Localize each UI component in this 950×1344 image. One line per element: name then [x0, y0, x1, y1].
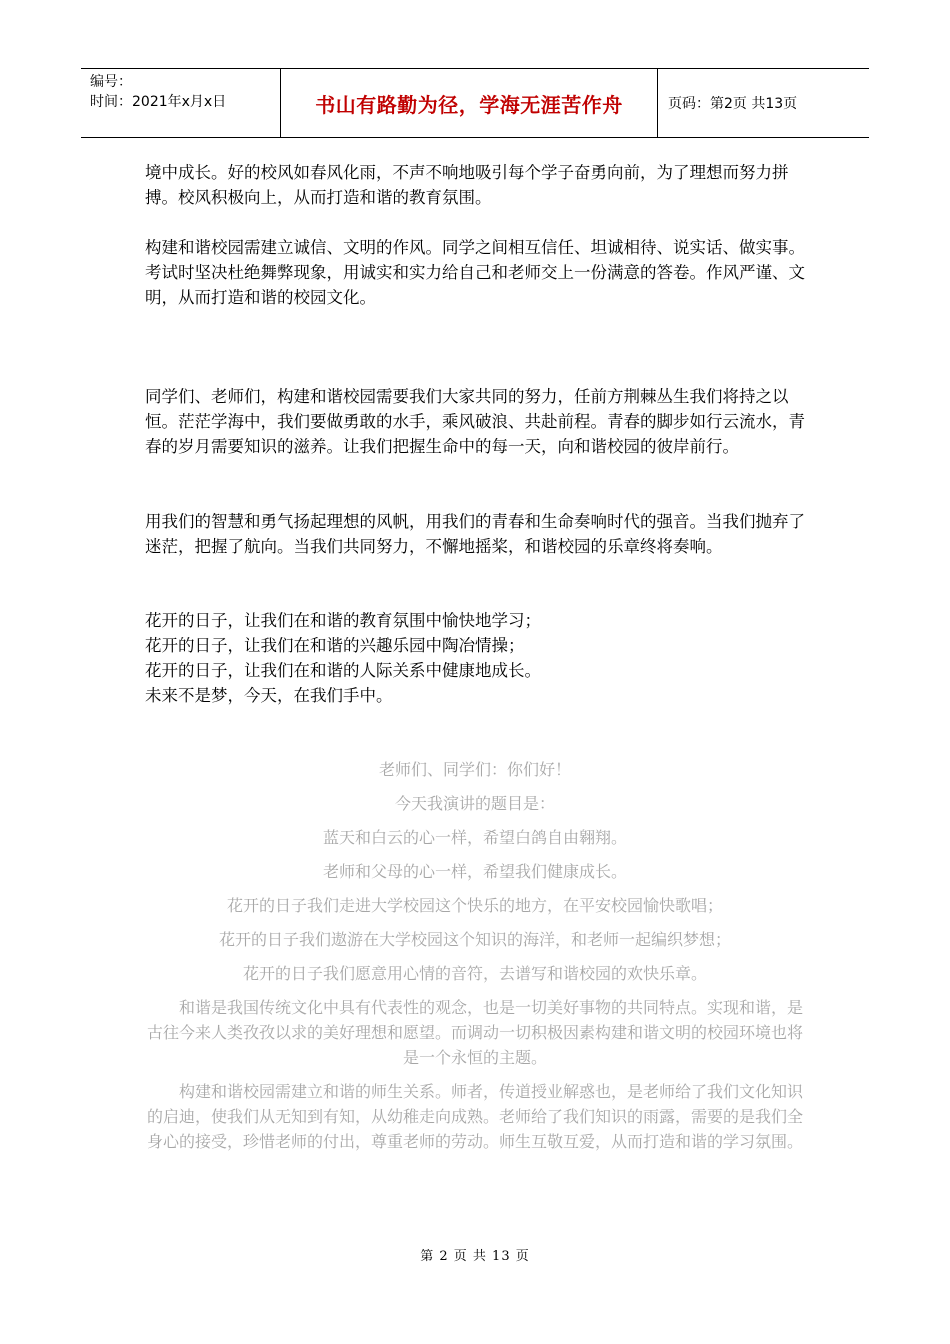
- time-label: 时间：2021年x月x日: [90, 94, 227, 110]
- greeting: 老师们、同学们：你们好！: [378, 760, 571, 779]
- closing-lines: [145, 608, 805, 708]
- paragraph: 构建和谐校园需建立诚信、文明的作风。同学之间相互信任、坦诚相待、说实话、做实事。考试时坚决杜绝舞弊现象，用诚实和实力给自己和老师交上一份满意的答卷。作风严谨、文明，从而打造和谐的校园文化。: [145, 238, 805, 307]
- page-footer: 第 2 页 共 13 页: [420, 1249, 530, 1264]
- gray-speech-section: [145, 757, 805, 1154]
- paragraph-2-block: [145, 235, 805, 310]
- page-header: [81, 68, 869, 138]
- gray-line: 蓝天和白云的心一样，希望白鸽自由翱翔。: [322, 828, 627, 847]
- gray-paragraph: 构建和谐校园需建立和谐的师生关系。师者，传道授业解惑也，是老师给了我们文化知识的启迪，使我们从无知到有知，从幼稚走向成熟。老师给了我们知识的雨露，需要的是我们全身心的接受，珍惜老师的付出，尊重老师的劳动。师生互敬互爱，从而打造和谐的学习氛围。: [146, 1082, 803, 1151]
- paragraph-1-block: [145, 160, 805, 210]
- gray-line: 老师和父母的心一样，希望我们健康成长。: [322, 862, 627, 881]
- header-page-label: 页码：第2页 共13页: [668, 96, 798, 112]
- closing-line: 花开的日子，让我们在和谐的人际关系中健康地成长。: [145, 661, 541, 680]
- paragraph-4-block: [145, 509, 805, 559]
- header-meta: [81, 69, 281, 137]
- closing-line: 花开的日子，让我们在和谐的教育氛围中愉快地学习；: [145, 611, 541, 630]
- paragraph: 用我们的智慧和勇气扬起理想的风帆，用我们的青春和生命奏响时代的强音。当我们抛弃了迷茫，把握了航向。当我们共同努力，不懈地摇桨，和谐校园的乐章终将奏响。: [145, 512, 805, 556]
- gray-line: 花开的日子我们走进大学校园这个快乐的地方，在平安校园愉快歌唱；: [226, 896, 723, 915]
- closing-line: 未来不是梦，今天，在我们手中。: [145, 686, 393, 705]
- header-motto: 书山有路勤为径，学海无涯苦作舟: [281, 69, 658, 137]
- speech-topic-intro: 今天我演讲的题目是：: [394, 794, 555, 813]
- gray-paragraph: 和谐是我国传统文化中具有代表性的观念，也是一切美好事物的共同特点。实现和谐，是古往今来人类孜孜以求的美好理想和愿望。而调动一切积极因素构建和谐文明的校园环境也将是一个永恒的主题。: [146, 998, 803, 1067]
- paragraph-3-block: [145, 384, 805, 459]
- paragraph: 境中成长。好的校风如春风化雨，不声不响地吸引每个学子奋勇向前，为了理想而努力拼搏。校风积极向上，从而打造和谐的教育氛围。: [145, 163, 789, 207]
- paragraph: 同学们、老师们，构建和谐校园需要我们大家共同的努力，任前方荆棘丛生我们将持之以恒。茫茫学海中，我们要做勇敢的水手，乘风破浪、共赴前程。青春的脚步如行云流水，青春的岁月需要知识的滋养。让我们把握生命中的每一天，向和谐校园的彼岸前行。: [145, 387, 805, 456]
- closing-line: 花开的日子，让我们在和谐的兴趣乐园中陶冶情操；: [145, 636, 525, 655]
- code-label: 编号：: [90, 74, 132, 90]
- gray-line: 花开的日子我们遨游在大学校园这个知识的海洋，和老师一起编织梦想；: [218, 930, 731, 949]
- gray-line: 花开的日子我们愿意用心情的音符，去谱写和谐校园的欢快乐章。: [242, 964, 707, 983]
